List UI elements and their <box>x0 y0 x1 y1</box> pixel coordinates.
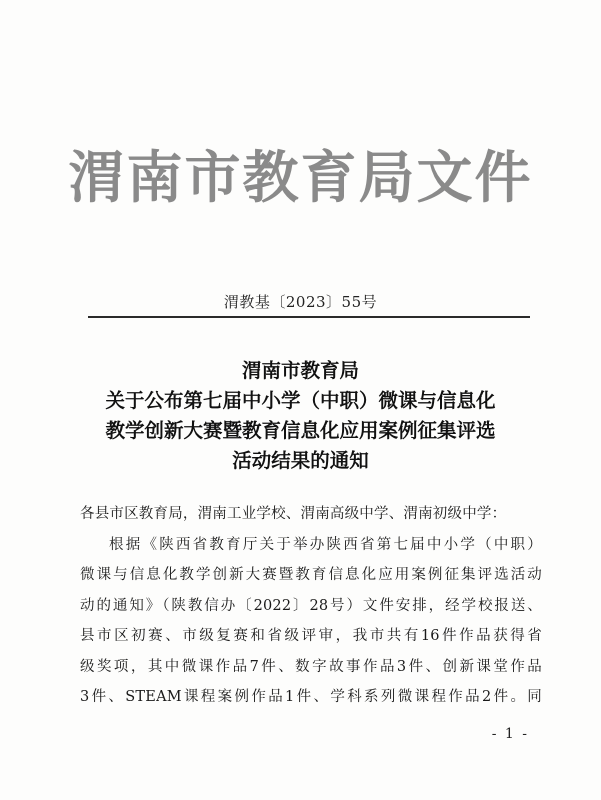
paragraph-line: 微课与信息化教学创新大赛暨教育信息化应用案例征集评选活动 <box>80 567 542 583</box>
salutation: 各县市区教育局，渭南工业学校、渭南高级中学、渭南初级中学： <box>80 506 507 522</box>
body-text <box>80 499 542 713</box>
title-line: 渭南市教育局 <box>241 359 359 382</box>
paragraph-line: 级奖项，其中微课作品7件、数字故事作品3件、创新课堂作品 <box>80 658 542 675</box>
title-line: 教学创新大赛暨教育信息化应用案例征集评选 <box>105 419 496 442</box>
masthead-title: 渭南市教育局文件 <box>68 145 533 211</box>
title-line: 关于公布第七届中小学（中职）微课与信息化 <box>105 389 496 412</box>
header-divider <box>88 316 530 318</box>
document-number: 渭教基〔2023〕55号 <box>223 293 378 311</box>
paragraph-line: 动的通知》（陕教信办〔2022〕28号）文件安排，经学校报送、 <box>80 597 542 614</box>
paragraph-line: 根据《陕西省教育厅关于举办陕西省第七届中小学（中职） <box>109 536 542 553</box>
title-line: 活动结果的通知 <box>232 449 369 472</box>
page-number: - 1 - <box>491 726 529 742</box>
paragraph-line: 县市区初赛、市级复赛和省级评审，我市共有16件作品获得省 <box>80 628 542 644</box>
paragraph-line: 3件、STEAM课程案例作品1件、学科系列微课程作品2件。同 <box>80 689 542 705</box>
notice-title <box>0 356 601 476</box>
